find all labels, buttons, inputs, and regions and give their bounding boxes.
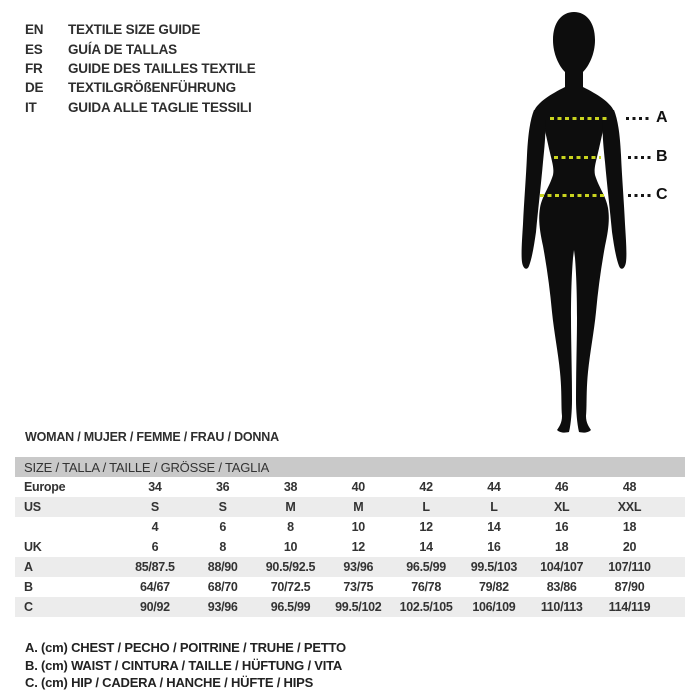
size-value: 96.5/99 <box>270 600 311 614</box>
size-value: 6 <box>219 520 227 534</box>
legend-line-chest: A. (cm) CHEST / PECHO / POITRINE / TRUHE / PETTO <box>25 640 346 655</box>
legend-line-hip: C. (cm) HIP / CADERA / HANCHE / HÜFTE / HIPS <box>25 675 314 690</box>
size-value: L <box>490 500 498 514</box>
size-value: 106/109 <box>472 600 516 614</box>
size-value: 99.5/102 <box>335 600 382 614</box>
size-value: 44 <box>487 480 501 494</box>
gender-heading: WOMAN / MUJER / FEMME / FRAU / DONNA <box>25 430 279 444</box>
size-value: 6 <box>151 540 159 554</box>
lang-line-es <box>25 39 256 58</box>
size-value: 99.5/103 <box>470 560 518 574</box>
size-value: 104/107 <box>540 560 584 574</box>
size-table-header: SIZE / TALLA / TAILLE / GRÖSSE / TAGLIA <box>15 457 685 477</box>
size-value: 10 <box>283 540 298 554</box>
size-value: XL <box>553 500 570 514</box>
table-row-hip <box>15 597 685 617</box>
size-value: 20 <box>622 540 637 554</box>
measurement-figure <box>480 8 690 438</box>
chest-marker-label: A <box>656 109 668 126</box>
waist-line-on-body <box>554 156 601 159</box>
size-value: 88/90 <box>207 560 238 574</box>
table-row-us-numeric <box>15 517 685 537</box>
lang-title: GUÍA DE TALLAS <box>68 41 177 57</box>
size-value: S <box>218 500 227 514</box>
size-value: 48 <box>622 480 637 494</box>
size-value: XXL <box>617 500 642 514</box>
size-value: L <box>422 500 430 514</box>
table-row-waist <box>15 577 685 597</box>
lang-title: TEXTILGRÖßENFÜHRUNG <box>68 80 236 96</box>
size-value: M <box>353 500 364 514</box>
size-value: 12 <box>419 520 433 534</box>
size-value: 96.5/99 <box>406 560 446 574</box>
size-value: M <box>285 500 296 514</box>
size-value: 46 <box>555 480 569 494</box>
size-value: S <box>150 500 159 514</box>
language-title-block <box>25 20 256 117</box>
size-value: 107/110 <box>608 560 651 574</box>
size-value: 38 <box>283 480 298 494</box>
size-value: 76/78 <box>411 580 441 594</box>
table-row-chest <box>15 557 685 577</box>
size-value: 93/96 <box>207 600 238 614</box>
lang-line-fr <box>25 59 256 78</box>
size-value: 18 <box>622 520 637 534</box>
row-label: A <box>24 560 33 574</box>
waist-line-pointer <box>628 156 652 159</box>
size-value: 40 <box>351 480 365 494</box>
size-value: 85/87.5 <box>135 560 175 574</box>
hip-line-on-body <box>540 194 607 197</box>
size-value: 64/67 <box>140 580 170 594</box>
size-value: 87/90 <box>614 580 645 594</box>
size-value: 18 <box>555 540 569 554</box>
waist-marker-label: B <box>656 148 668 165</box>
size-value: 73/75 <box>343 580 374 594</box>
size-value: 16 <box>487 540 501 554</box>
chest-line-on-body <box>550 117 607 120</box>
lang-title: GUIDE DES TAILLES TEXTILE <box>68 60 256 76</box>
size-value: 79/82 <box>478 580 509 594</box>
size-value: 4 <box>151 520 159 534</box>
hip-marker-label: C <box>656 186 668 203</box>
size-value: 110/113 <box>540 600 583 614</box>
hip-line-pointer <box>628 194 652 197</box>
lang-code: IT <box>25 99 37 115</box>
size-value: 8 <box>287 520 294 534</box>
lang-code: FR <box>25 60 43 76</box>
lang-line-de <box>25 78 256 97</box>
size-value: 14 <box>419 540 433 554</box>
row-label: B <box>24 580 33 594</box>
lang-title: GUIDA ALLE TAGLIE TESSILI <box>68 99 252 115</box>
lang-code: EN <box>25 22 44 38</box>
lang-line-en <box>25 20 256 39</box>
size-value: 34 <box>148 480 162 494</box>
lang-code: DE <box>25 80 44 96</box>
chest-line-pointer <box>626 117 652 120</box>
size-value: 14 <box>487 520 501 534</box>
size-value: 36 <box>216 480 230 494</box>
lang-title: TEXTILE SIZE GUIDE <box>68 22 201 38</box>
size-value: 68/70 <box>207 580 238 594</box>
size-value: 16 <box>555 520 569 534</box>
row-label: Europe <box>24 480 66 494</box>
table-row-us <box>15 497 685 517</box>
size-value: 114/119 <box>608 600 651 614</box>
size-value: 90.5/92.5 <box>265 560 316 574</box>
measurement-legend <box>25 639 346 692</box>
lang-line-it <box>25 98 256 117</box>
legend-line-waist: B. (cm) WAIST / CINTURA / TAILLE / HÜFTUNG / VITA <box>25 657 343 673</box>
size-table <box>15 457 685 617</box>
size-value: 10 <box>351 520 365 534</box>
size-value: 83/86 <box>546 580 577 594</box>
row-label: C <box>24 600 33 614</box>
lang-code: ES <box>25 41 43 57</box>
size-value: 12 <box>351 540 365 554</box>
size-value: 93/96 <box>343 560 374 574</box>
row-label: US <box>24 500 41 514</box>
size-value: 42 <box>419 480 433 494</box>
size-value: 102.5/105 <box>399 600 453 614</box>
woman-silhouette <box>485 10 665 434</box>
size-value: 90/92 <box>140 600 170 614</box>
size-value: 8 <box>219 540 227 554</box>
row-label: UK <box>24 540 42 554</box>
table-row-europe <box>15 477 685 497</box>
size-value: 70/72.5 <box>270 580 311 594</box>
table-row-uk <box>15 537 685 557</box>
